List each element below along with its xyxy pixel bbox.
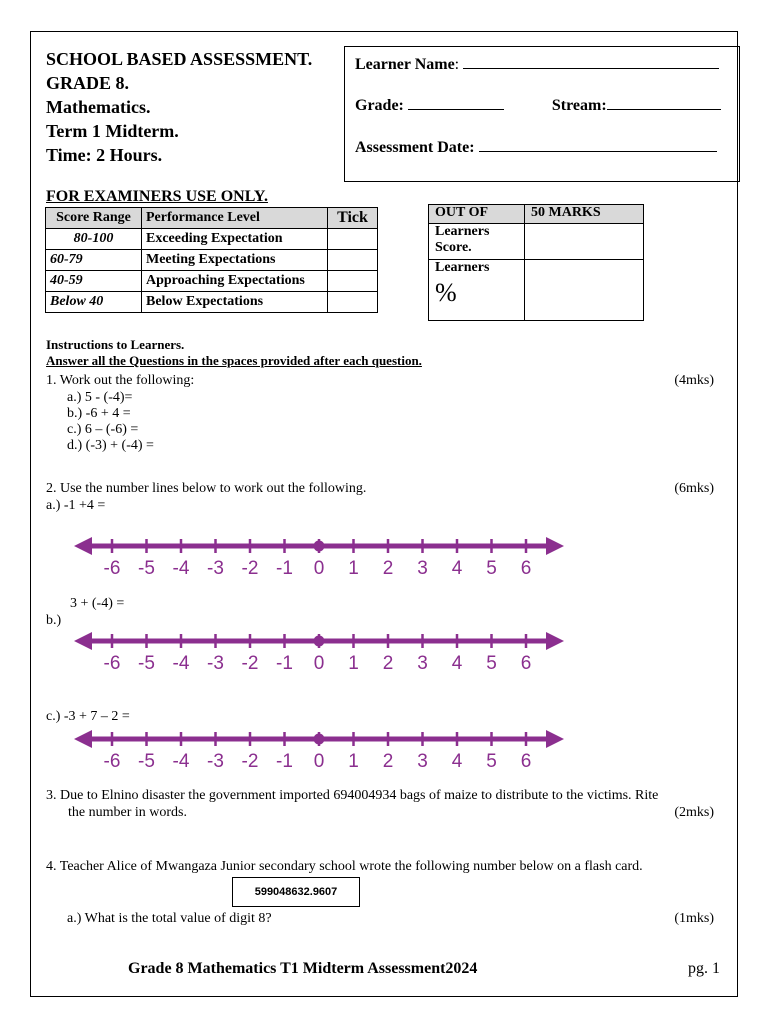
question-3: 3. Due to Elnino disaster the government imported 694004934 bags of maize to distribute to the victims. Rite (46, 788, 659, 803)
score-range-cell: 80-100 (46, 229, 142, 250)
page-number: pg. 1 (688, 960, 720, 977)
tick-label: -6 (103, 653, 121, 674)
out-of-label: OUT OF (429, 205, 525, 224)
score-range-cell: Below 40 (46, 292, 142, 313)
number-line-svg (72, 532, 568, 582)
tick-label: -1 (276, 751, 293, 772)
title-line: Time: 2 Hours. (46, 145, 163, 165)
tick-label: 5 (486, 653, 497, 674)
grade-field[interactable] (408, 96, 504, 110)
question-1: 1. Work out the following: (46, 373, 195, 388)
learners-score-cell[interactable] (525, 224, 644, 260)
table-row (46, 292, 378, 313)
tick-label: 3 (417, 558, 428, 579)
tick-label: 2 (382, 751, 394, 772)
learner-details-box (344, 46, 740, 182)
tick-label: -2 (241, 751, 259, 772)
tick-label: -3 (207, 558, 224, 579)
learner-name-label: Learner Name (355, 56, 455, 73)
tick-label: 4 (451, 558, 463, 579)
question-2a: a.) -1 +4 = (46, 498, 106, 513)
learners-percent-label (429, 260, 525, 321)
tick-cell[interactable] (328, 292, 378, 313)
column-header: Tick (328, 208, 378, 229)
number-line-svg (72, 725, 568, 775)
flash-card: 599048632.9607 (232, 877, 360, 907)
assessment-title-block (46, 47, 312, 167)
number-line (72, 725, 568, 775)
tick-label: -2 (241, 558, 259, 579)
table-row (46, 271, 378, 292)
tick-label: 0 (313, 558, 325, 579)
question-1-marks: (4mks) (674, 373, 714, 388)
column-header: Score Range (46, 208, 142, 229)
tick-label: -4 (172, 653, 190, 674)
tick-label: 3 (417, 653, 428, 674)
question-2b-expression: 3 + (-4) = (70, 596, 125, 611)
title-line: SCHOOL BASED ASSESSMENT. (46, 49, 313, 69)
tick-label: -1 (276, 558, 293, 579)
origin-dot (314, 541, 325, 552)
title-line: Term 1 Midterm. (46, 121, 179, 141)
right-arrow-icon (546, 537, 564, 555)
tick-label: 6 (520, 751, 532, 772)
tick-label: 5 (486, 751, 497, 772)
performance-level-cell: Approaching Expectations (142, 271, 328, 292)
origin-dot (314, 636, 325, 647)
number-line (72, 627, 568, 677)
tick-label: -4 (172, 558, 190, 579)
tick-cell[interactable] (328, 250, 378, 271)
score-range-table (45, 207, 378, 313)
right-arrow-icon (546, 730, 564, 748)
question-part: d.) (-3) + (-4) = (67, 438, 154, 453)
question-1-parts (67, 390, 154, 454)
score-range-cell: 40-59 (46, 271, 142, 292)
instructions (46, 337, 422, 369)
learners-percent-cell[interactable] (525, 260, 644, 321)
grade-stream-row (355, 96, 721, 115)
question-3-marks: (2mks) (674, 805, 714, 820)
left-arrow-icon (74, 730, 92, 748)
learners-percent-label-line: Learners (435, 260, 490, 275)
question-4a: a.) What is the total value of digit 8? (67, 911, 272, 926)
tick-label: -6 (103, 751, 121, 772)
tick-label: -5 (138, 751, 155, 772)
table-row (46, 250, 378, 271)
score-range-cell: 60-79 (46, 250, 142, 271)
question-4: 4. Teacher Alice of Mwangaza Junior secondary school wrote the following number below on a flash card. (46, 859, 643, 874)
tick-label: 1 (348, 653, 359, 674)
learner-name-field[interactable] (463, 55, 719, 69)
tick-cell[interactable] (328, 229, 378, 250)
marks-table (428, 204, 644, 321)
examiners-heading: FOR EXAMINERS USE ONLY. (46, 188, 268, 205)
performance-level-cell: Exceeding Expectation (142, 229, 328, 250)
question-2-marks: (6mks) (674, 481, 714, 496)
total-marks: 50 MARKS (525, 205, 644, 224)
tick-label: 6 (520, 558, 532, 579)
tick-label: 4 (451, 653, 463, 674)
stream-label: Stream: (551, 97, 607, 114)
tick-label: 4 (451, 751, 463, 772)
number-line (72, 532, 568, 582)
tick-label: -6 (103, 558, 121, 579)
right-arrow-icon (546, 632, 564, 650)
tick-label: -2 (241, 653, 259, 674)
question-2c: c.) -3 + 7 – 2 = (46, 709, 130, 724)
question-part: b.) -6 + 4 = (67, 406, 131, 421)
column-header: Performance Level (142, 208, 328, 229)
tick-label: -4 (172, 751, 190, 772)
instructions-title: Instructions to Learners. (46, 337, 185, 352)
assessment-date-field[interactable] (479, 138, 717, 152)
tick-label: -5 (138, 558, 155, 579)
tick-label: 2 (382, 558, 394, 579)
stream-field[interactable] (607, 96, 721, 110)
tick-label: -3 (207, 751, 224, 772)
tick-label: 6 (520, 653, 532, 674)
learners-score-label-line: Score. (435, 240, 472, 255)
tick-label: 2 (382, 653, 394, 674)
title-line: GRADE 8. (46, 73, 130, 93)
left-arrow-icon (74, 632, 92, 650)
table-row (46, 229, 378, 250)
assessment-date-label: Assessment Date: (355, 139, 475, 156)
grade-label: Grade: (355, 97, 404, 114)
question-2: 2. Use the number lines below to work out the following. (46, 481, 367, 496)
learners-score-label (429, 224, 525, 260)
percent-sign: % (435, 278, 457, 307)
tick-label: -1 (276, 653, 293, 674)
origin-dot (314, 734, 325, 745)
question-4a-marks: (1mks) (674, 911, 714, 926)
assessment-date-row (355, 138, 717, 157)
question-part: c.) 6 – (-6) = (67, 422, 139, 437)
tick-label: 3 (417, 751, 428, 772)
tick-label: -5 (138, 653, 155, 674)
tick-label: 1 (348, 558, 359, 579)
tick-label: 0 (313, 653, 325, 674)
learners-score-label-line: Learners (435, 224, 490, 239)
question-3-line-2: the number in words. (68, 805, 187, 820)
performance-level-cell: Below Expectations (142, 292, 328, 313)
number-line-svg (72, 627, 568, 677)
question-2b: b.) (46, 613, 62, 628)
tick-cell[interactable] (328, 271, 378, 292)
tick-label: 1 (348, 751, 359, 772)
question-part: a.) 5 - (-4)= (67, 390, 133, 405)
performance-level-cell: Meeting Expectations (142, 250, 328, 271)
footer-title: Grade 8 Mathematics T1 Midterm Assessment2024 (128, 960, 478, 977)
title-line: Mathematics. (46, 97, 151, 117)
tick-label: 0 (313, 751, 325, 772)
tick-label: 5 (486, 558, 497, 579)
left-arrow-icon (74, 537, 92, 555)
learner-name-row: Learner Name: (355, 55, 719, 74)
instructions-text: Answer all the Questions in the spaces provided after each question. (46, 353, 422, 368)
tick-label: -3 (207, 653, 224, 674)
